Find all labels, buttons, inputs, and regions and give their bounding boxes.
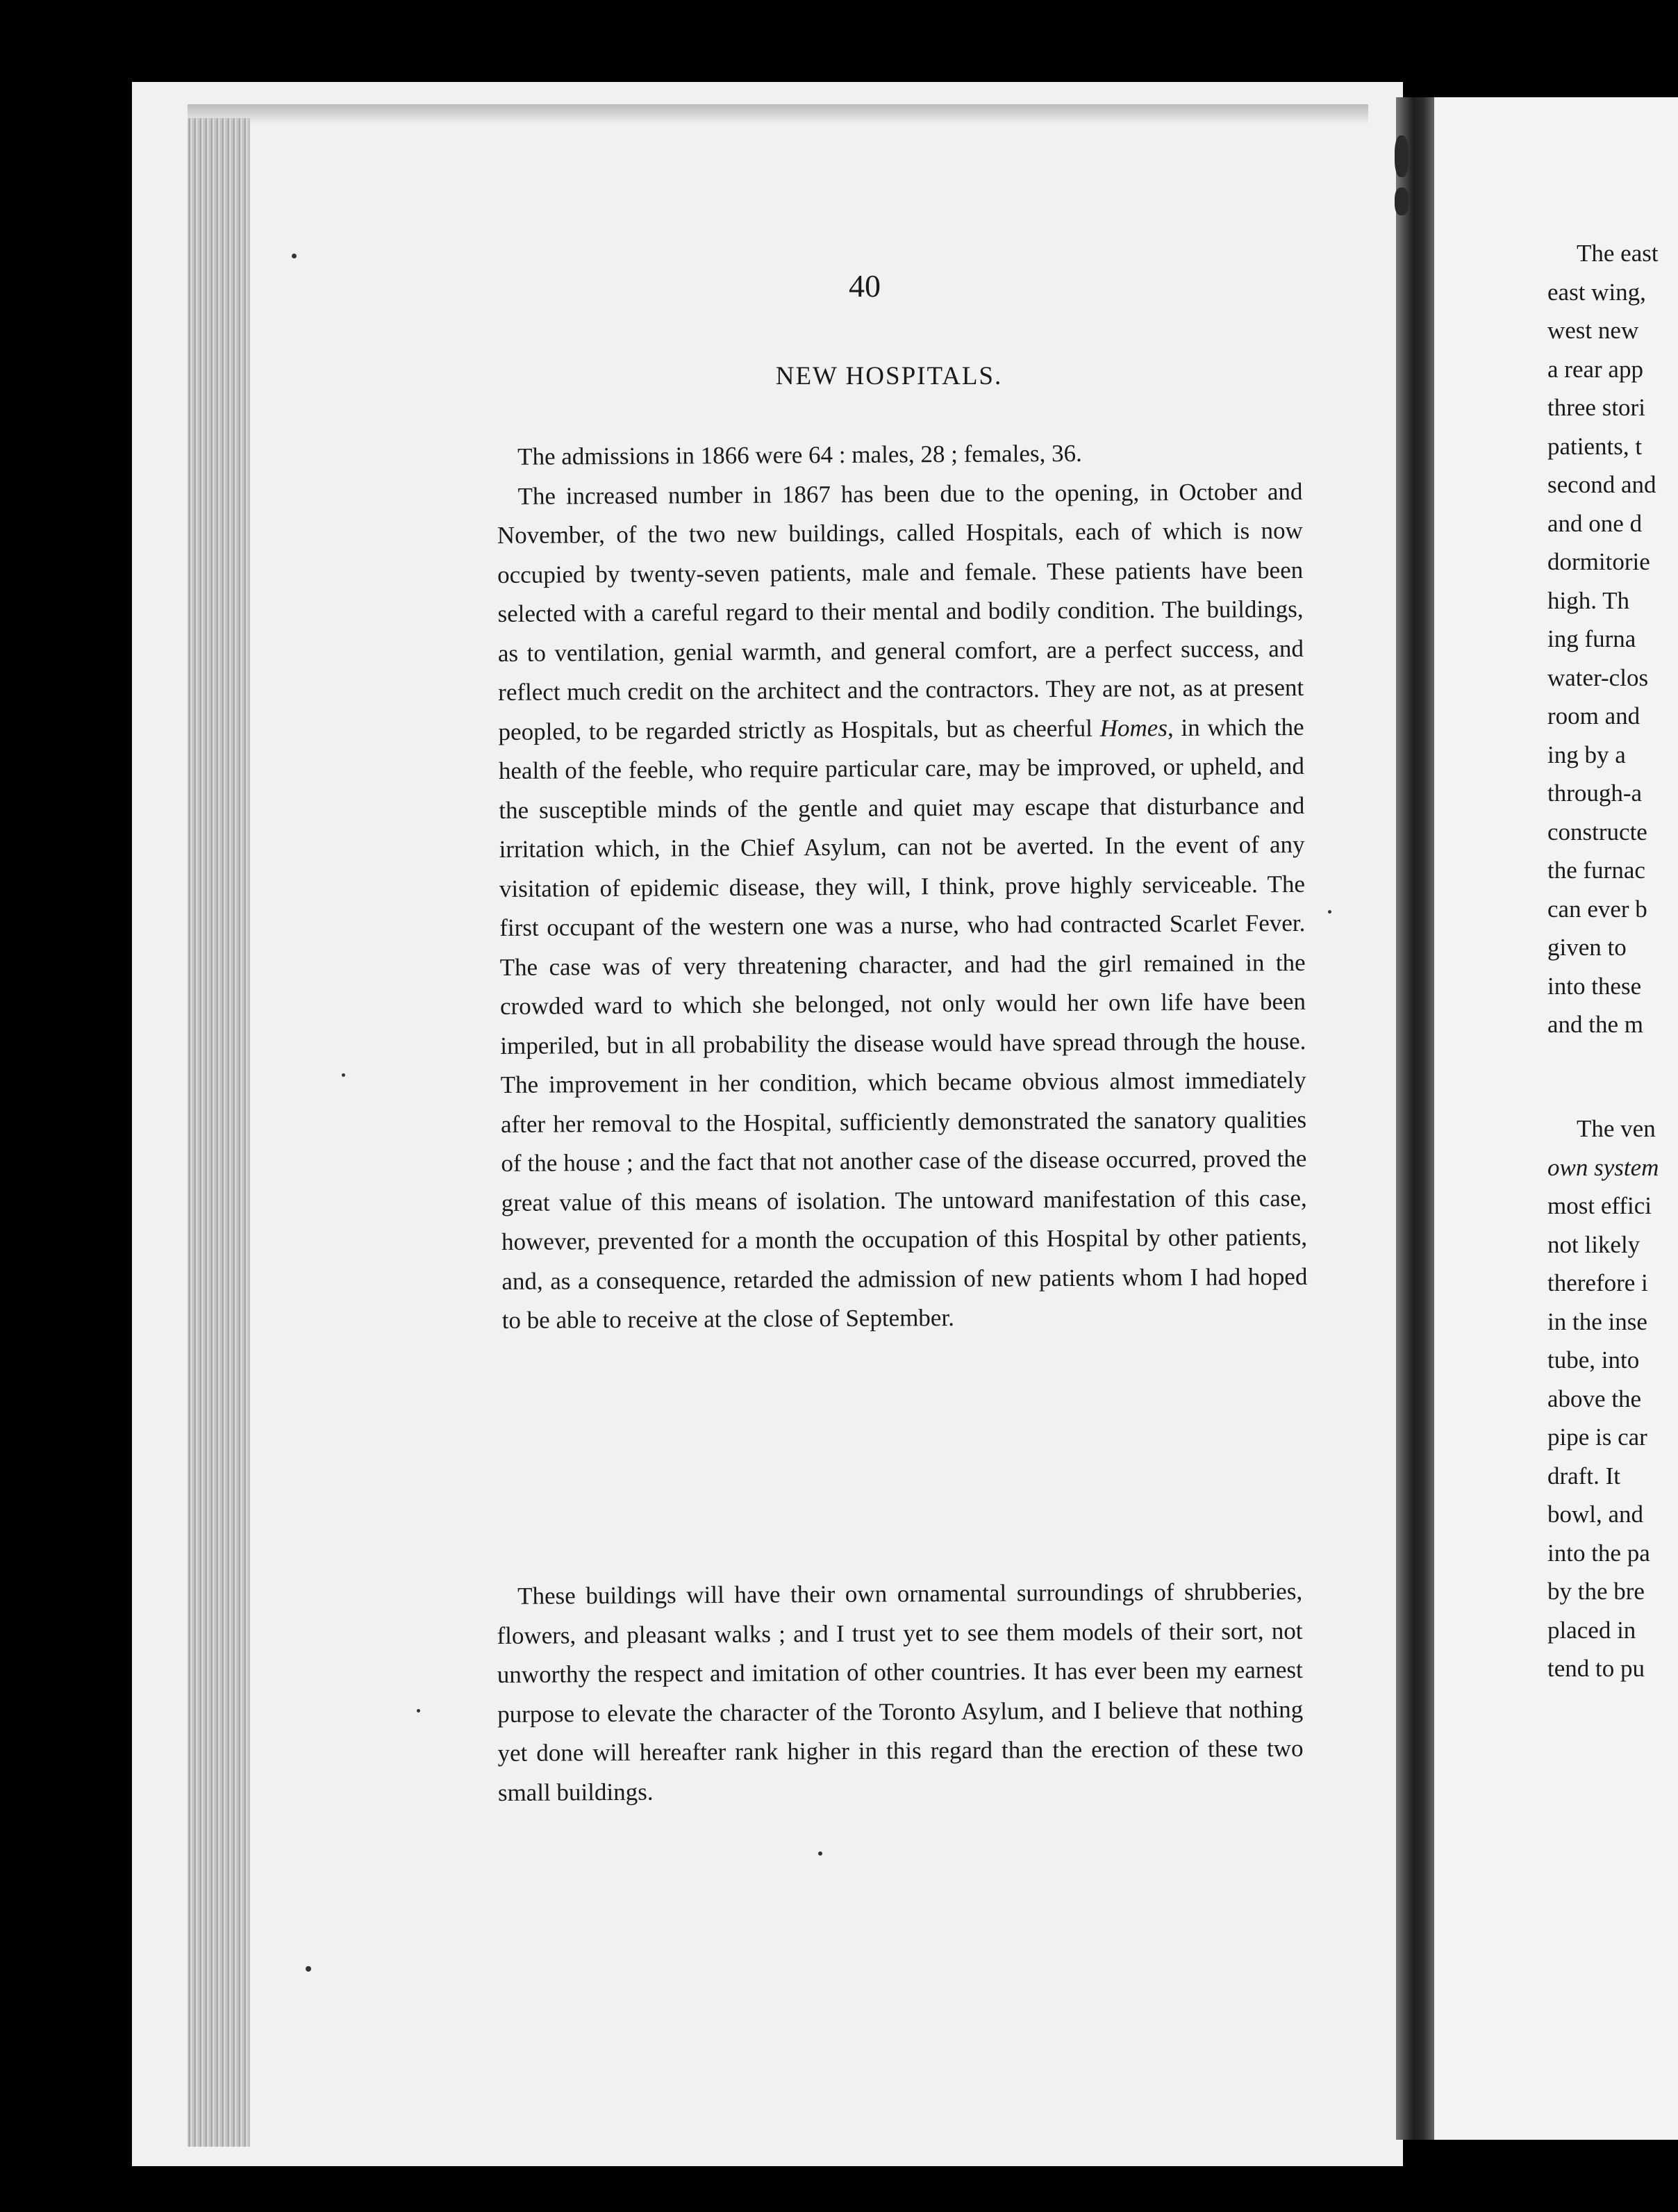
right-page-line: own system <box>1547 1153 1659 1181</box>
right-page-line: patients, t <box>1547 432 1643 460</box>
page-number: 40 <box>849 268 881 304</box>
right-page-line: the furnac <box>1547 857 1645 884</box>
body-text-block-1 <box>497 433 1308 1341</box>
book-gutter <box>1396 97 1434 2140</box>
right-page-line: and one d <box>1547 509 1643 537</box>
paper-speck <box>417 1709 420 1712</box>
right-page-line: placed in <box>1547 1616 1636 1644</box>
page-top-shadow <box>188 104 1368 125</box>
paragraph-admissions: The admissions in 1866 were 64 : males, 28 ; females, 36. <box>517 439 1082 470</box>
paragraph-buildings: These buildings will have their own ornamental surroundings of shrubberies, flowers, and pleasant walks ; and I trust yet to see them models of their sort, not unworthy the respect and imitation of other countries. It has ever been my earnest purpose to elevate the character of the Toronto Asylum, and I believe that nothing yet done will hereafter rank higher in this regard than the erection of these two small buildings. <box>497 1577 1304 1806</box>
right-page-line: most effici <box>1547 1192 1652 1219</box>
right-page-line: by the bre <box>1547 1578 1645 1605</box>
right-page-line: high. Th <box>1547 586 1629 614</box>
right-page-line: can ever b <box>1547 895 1647 923</box>
right-page-line: tube, into <box>1547 1346 1640 1373</box>
right-page-line: a rear app <box>1547 355 1643 383</box>
paper-speck <box>306 1966 311 1972</box>
right-page-line: west new <box>1547 317 1639 344</box>
right-page-line: into the pa <box>1547 1539 1650 1567</box>
paragraph-increased-number <box>497 472 1308 1340</box>
right-page-line: given to <box>1547 934 1627 961</box>
right-page-line: second and <box>1547 471 1656 498</box>
right-page-line: water-clos <box>1547 663 1649 691</box>
right-page-line: ing furna <box>1547 625 1636 652</box>
right-page-line: draft. It <box>1547 1462 1620 1489</box>
right-page-line: The ven <box>1577 1115 1656 1142</box>
right-page-line: dormitorie <box>1547 548 1650 575</box>
right-page-line: through-a <box>1547 779 1643 807</box>
right-page-line: bowl, and <box>1547 1501 1644 1528</box>
right-page-line: pipe is car <box>1547 1423 1647 1451</box>
paper-speck <box>342 1073 345 1077</box>
paper-speck <box>818 1851 822 1856</box>
paper-speck <box>292 254 297 258</box>
right-page-line: into these <box>1547 972 1642 1000</box>
paragraph-text: The increased number in 1867 has been due to the opening, in October and November, of the two new buildings, called Hospitals, each of which is now occupied by twenty-seven patients, male and female. These patients have been selected with a careful regard to their mental and bodily condition. The buildings, as to ventilation, genial warmth, and general comfort, are a perfect success, and reflect much credit on the architect and the contractors. They are not, as at present peopled, to be regarded strictly as Hospitals, but as cheerful <box>497 477 1304 745</box>
right-page-line: therefore i <box>1547 1269 1648 1296</box>
right-page-line: constructe <box>1547 818 1647 845</box>
gutter-mark <box>1395 188 1409 215</box>
right-page-line: east wing, <box>1547 278 1646 306</box>
right-page-line: not likely <box>1547 1230 1640 1258</box>
right-page-line: above the <box>1547 1385 1642 1412</box>
right-page-line: and the m <box>1547 1011 1644 1038</box>
page-edges <box>188 118 250 2147</box>
right-page-line: The east <box>1577 240 1659 267</box>
right-page-line: in the inse <box>1547 1307 1647 1335</box>
right-page-line: three stori <box>1547 394 1645 421</box>
paragraph-text: , in which the health of the feeble, who require particular care, may be improved, or upheld, and the susceptible minds of the gentle and quiet may escape that disturbance and irritation which, in the Chief Asylum, can not be averted. In the event of any visitation of epidemic disease, they will, I think, prove highly serviceable. The first occupant of the western one was a nurse, who had contracted Scarlet Fever. The case was of very threatening character, and had the girl remained in the crowded ward to which she belonged, not only would her own life have been imperiled, but in all probability the disease would have spread through the house. The improvement in her condition, which became obvious almost immediately after her removal to the Hospital, sufficiently demonstrated the sanatory qualities of the house ; and the fact that not another case of the disease occurred, proved the great value of this means of isolation. The untoward manifestation of this case, however, prevented for a month the occupation of this Hospital by other patients, and, as a consequence, retarded the admission of new patients whom I had hoped to be able to receive at the close of September. <box>498 713 1308 1334</box>
paper-speck <box>1328 910 1331 914</box>
body-text-block-2 <box>497 1572 1304 1813</box>
right-page-line: ing by a <box>1547 741 1626 768</box>
gutter-mark <box>1395 135 1409 177</box>
section-heading: NEW HOSPITALS. <box>775 362 1003 390</box>
right-page-text <box>1547 97 1678 2140</box>
right-page-line: tend to pu <box>1547 1655 1645 1682</box>
italic-homes: Homes <box>1099 713 1168 742</box>
right-page-line: room and <box>1547 702 1640 729</box>
